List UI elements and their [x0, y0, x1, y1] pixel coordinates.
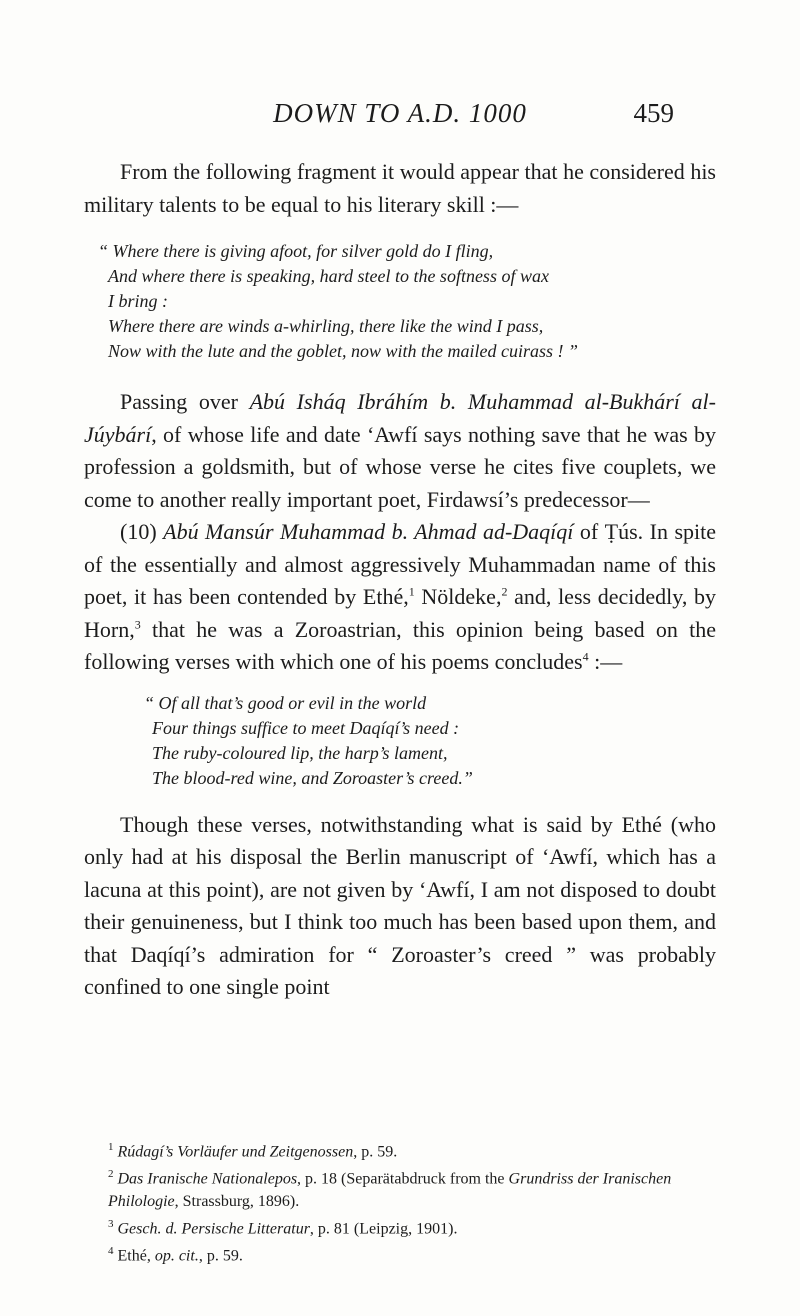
footnote-title: Das Iranische Nationalepos [117, 1170, 298, 1188]
verse-line: The blood-red wine, and Zoroaster’s creed.” [152, 767, 473, 788]
text-run: Passing over [120, 389, 250, 414]
verse-line: The ruby-coloured lip, the harp’s lament, [152, 742, 448, 763]
footnote-ref[interactable]: 3 [134, 617, 141, 632]
footnote-number: 4 [108, 1244, 114, 1257]
paragraph-3 [84, 516, 716, 679]
footnote-3 [84, 1213, 716, 1240]
footnote-text: , p. 59. [198, 1247, 243, 1265]
text-run: and, less decidedly, by Horn, [84, 584, 717, 642]
verse-line: “ Where there is giving afoot, for silver gold do I fling, [98, 241, 494, 261]
text-run: of Ṭús. In spite of the essentially and almost aggressively Muhammadan name of this poet, it has been contended by Ethé, [84, 519, 717, 609]
text-run: that he was a Zoroastrian, this opinion being based on the following verses with which one of his poems concludes [84, 616, 716, 674]
footnote-title: Rúdagí’s Vorläufer und Zeitgenossen [117, 1143, 354, 1161]
verse-line: And where there is speaking, hard steel to the softness of wax [108, 266, 549, 286]
footnote-4 [84, 1240, 716, 1267]
footnotes [84, 1136, 716, 1267]
verse-line: I bring : [108, 291, 168, 311]
footnote-number: 3 [108, 1217, 114, 1230]
paragraph-4: Though these verses, notwithstanding what is said by Ethé (who only had at his disposal the Berlin manuscript of ‘Awfí, which has a lacuna at this point), are not given by ‘Awfí, I am not disposed to doubt their genuineness, but I think too much has been based upon them, and that Daqíqí’s admiration for “ Zoroaster’s creed ” was probably confined to one single point [84, 811, 716, 999]
footnote-title: Gesch. d. Persische Litteratur [117, 1219, 310, 1237]
poet-name: Abú Isháq Ibráhím b. Muhammad al-Bukhárí al-Júybárí [84, 389, 716, 447]
text-run: Nöldeke, [414, 584, 502, 609]
footnote-number: 2 [108, 1168, 114, 1181]
footnote-number: 1 [108, 1141, 114, 1153]
verse-line: “ Of all that’s good or evil in the world [144, 692, 427, 713]
page-number: 459 [633, 98, 674, 128]
paragraph-2 [84, 386, 716, 516]
footnote-ref[interactable]: 4 [582, 649, 589, 664]
verse-line: Where there are winds a-whirling, there like the wind I pass, [108, 316, 544, 336]
text-run: :— [588, 649, 623, 674]
footnote-title: Grundriss der Iranischen Philologie [108, 1170, 672, 1210]
paragraph-1: From the following fragment it would appear that he considered his military talents to be equal to his literary skill :— [84, 159, 716, 217]
running-title: DOWN TO A.D. 1000 [273, 98, 527, 128]
text-run: , of whose life and date ‘Awfí says nothing save that he was by profession a goldsmith, but of whose verse he cites five couplets, we come to another really important poet, Firdawsí’s predecessor— [84, 421, 716, 512]
footnote-ref[interactable]: 1 [408, 584, 415, 599]
footnote-1 [84, 1136, 716, 1163]
footnote-text: , p. 59. [353, 1143, 398, 1161]
main-text [84, 156, 716, 1004]
poet-name: Abú Mansúr Muhammad b. Ahmad ad-Daqíqí [163, 519, 574, 544]
footnote-ref[interactable]: 2 [501, 584, 508, 599]
verse-block-1 [84, 239, 716, 364]
verse-line: Four things suffice to meet Daqíqí’s need : [152, 717, 460, 738]
footnote-text: , p. 81 (Leipzig, 1901). [309, 1219, 458, 1237]
section-number: (10) [120, 519, 164, 544]
footnote-text: , p. 18 (Separätabdruck from the [297, 1170, 509, 1188]
page-header [0, 98, 800, 138]
footnote-title: op. cit. [154, 1247, 199, 1265]
footnote-text: Ethé, [117, 1247, 155, 1265]
verse-block-2 [84, 691, 716, 791]
verse-line: Now with the lute and the goblet, now with the mailed cuirass ! ” [108, 341, 578, 361]
footnote-text: , Strassburg, 1896). [174, 1192, 300, 1210]
footnote-2 [84, 1163, 716, 1212]
